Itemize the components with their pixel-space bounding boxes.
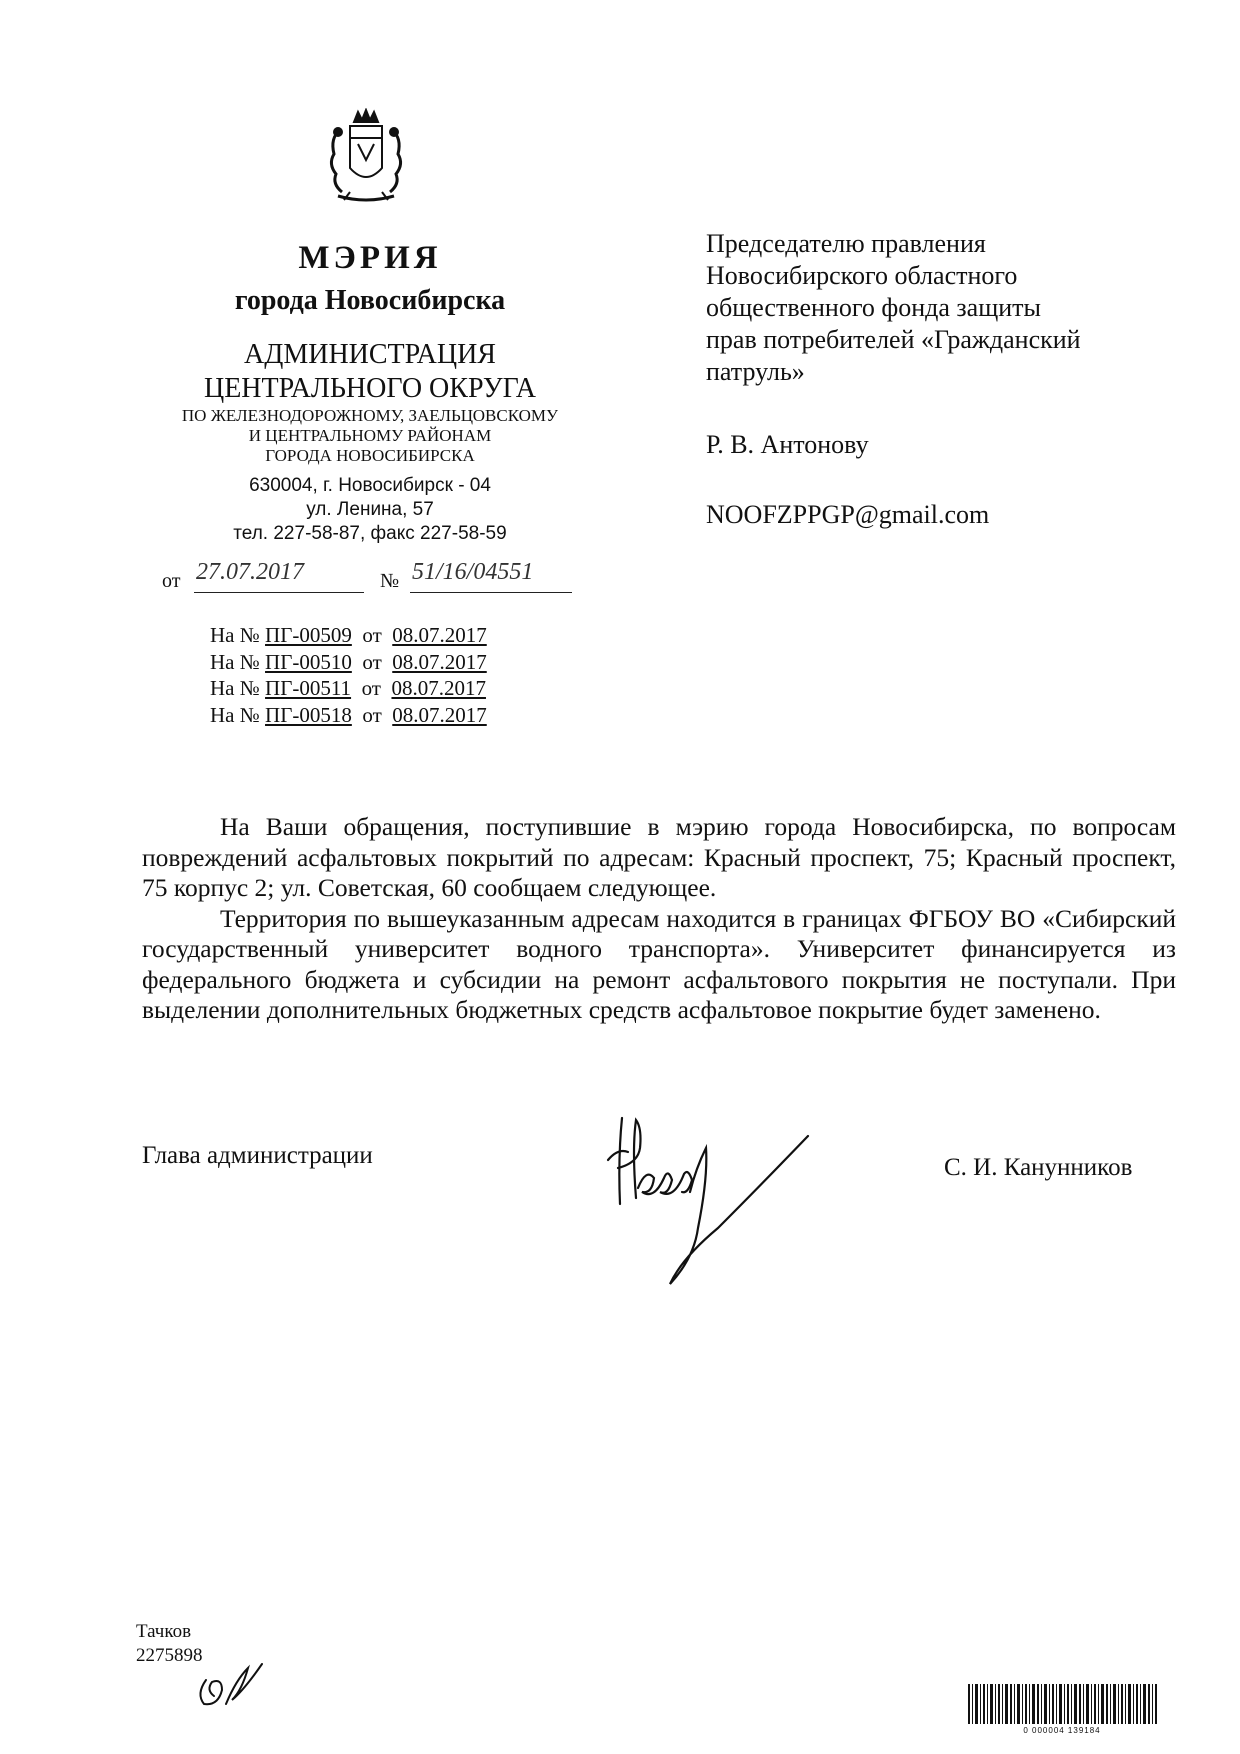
coat-of-arms-emblem: [320, 108, 412, 208]
recipient-line-5: патруль»: [706, 357, 805, 386]
district-line-3: ГОРОДА НОВОСИБИРСКА: [265, 446, 475, 465]
letterhead-title: МЭРИЯ: [298, 240, 442, 276]
letterhead-districts: [140, 406, 600, 466]
reference-date: 08.07.2017: [392, 702, 487, 727]
outgoing-from-label: от: [162, 570, 181, 592]
reference-from: от: [361, 676, 381, 700]
admin-line-1: АДМИНИСТРАЦИЯ: [244, 339, 496, 370]
recipient-line-4: прав потребителей «Гражданский: [706, 325, 1081, 354]
reference-row: [210, 649, 487, 676]
letterhead-administration: [140, 338, 600, 406]
reference-date: 08.07.2017: [392, 623, 487, 647]
recipient-line-2: Новосибирского областного: [706, 261, 1018, 290]
outgoing-date: 27.07.2017: [196, 559, 304, 585]
body-paragraph-2: Территория по вышеуказанным адресам находится в границах ФГБОУ ВО «Сибирский государственный университет водного транспорта». Университет финансируется из федерального бюджета и субсидии на ремонт асфальтового покрытия не поступали. При выделении дополнительных бюджетных средств асфальтовое покрытие будет заменено.: [142, 903, 1176, 1024]
outgoing-number-underline: [410, 592, 572, 593]
signatory-name: С. И. Канунников: [944, 1154, 1133, 1181]
reference-from: от: [362, 702, 382, 727]
reference-from: от: [362, 623, 382, 647]
reference-row: [210, 675, 487, 702]
district-line-1: ПО ЖЕЛЕЗНОДОРОЖНОМУ, ЗАЕЛЬЦОВСКОМУ: [181, 406, 559, 425]
body-paragraph-1: На Ваши обращения, поступившие в мэрию города Новосибирска, по вопросам повреждений асфальтовых покрытий по адресам: Красный проспект, 75; Красный проспект, 75 корпус 2; ул. Советская, 60 сообщаем следующее.: [142, 812, 1176, 902]
barcode: [966, 1684, 1158, 1728]
reference-number: ПГ-00509: [265, 623, 352, 647]
reference-row: [210, 622, 487, 649]
recipient-line-1: Председателю правления: [706, 229, 986, 258]
reference-number: ПГ-00518: [265, 702, 352, 727]
letter-body: [142, 812, 1176, 1026]
reference-from: от: [362, 649, 382, 674]
address-line-2: ул. Ленина, 57: [306, 499, 434, 520]
handwritten-initials: [192, 1660, 272, 1710]
recipient-name: Р. В. Антонову: [706, 430, 869, 459]
recipient-block: [706, 228, 1186, 388]
recipient-line-3: общественного фонда защиты: [706, 293, 1041, 322]
barcode-number: 0 000004 139184: [1023, 1726, 1101, 1735]
district-line-2: И ЦЕНТРАЛЬНОМУ РАЙОНАМ: [248, 426, 492, 445]
reference-prefix: На №: [210, 623, 260, 647]
handwritten-signature: [598, 1108, 828, 1286]
reference-row: [210, 702, 487, 729]
reference-prefix: На №: [210, 676, 260, 700]
reference-date: 08.07.2017: [392, 649, 487, 674]
reference-prefix: На №: [210, 702, 260, 727]
executor-name: Тачков: [136, 1621, 192, 1642]
letterhead-city: города Новосибирска: [234, 285, 506, 316]
signatory-position: Глава администрации: [142, 1142, 373, 1169]
outgoing-number: 51/16/04551: [412, 559, 534, 585]
reference-number: ПГ-00511: [265, 676, 352, 700]
executor-phone: 2275898: [136, 1645, 203, 1666]
outgoing-date-underline: [194, 592, 364, 593]
reference-number: ПГ-00510: [265, 649, 352, 674]
address-line-1: 630004, г. Новосибирск - 04: [249, 475, 491, 496]
outgoing-number-label: №: [380, 570, 400, 592]
reference-date: 08.07.2017: [391, 676, 486, 700]
reference-list: [210, 622, 487, 728]
letterhead-address: [140, 474, 600, 546]
admin-line-2: ЦЕНТРАЛЬНОГО ОКРУГА: [203, 373, 537, 404]
reference-prefix: На №: [210, 649, 260, 674]
phone-fax: тел. 227-58-87, факс 227-58-59: [233, 523, 507, 544]
recipient-email: NOOFZPPGP@gmail.com: [706, 500, 990, 529]
